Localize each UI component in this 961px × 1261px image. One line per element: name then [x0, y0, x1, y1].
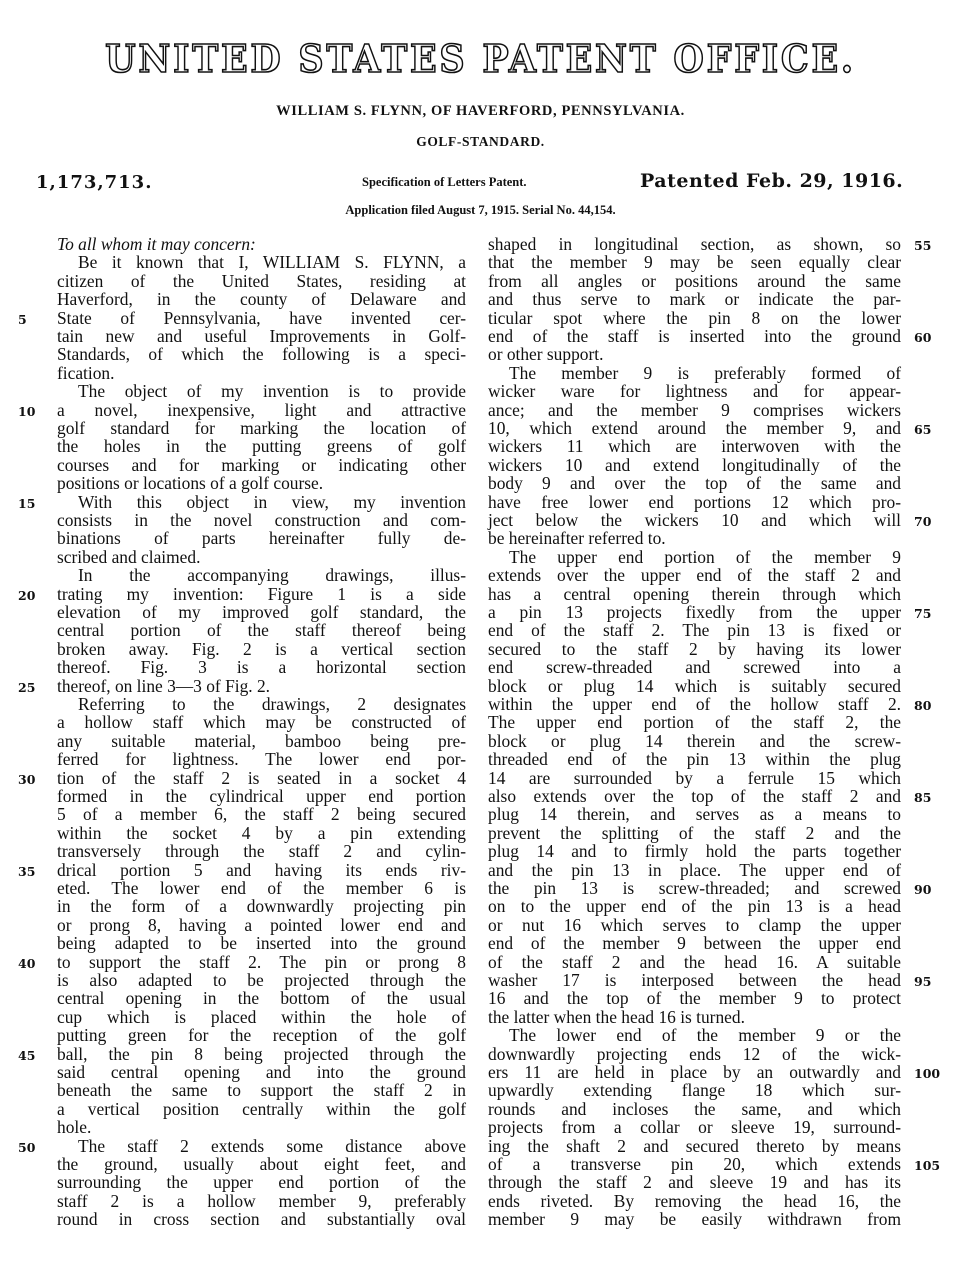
line-number: 70 — [914, 514, 932, 529]
text-line: rounds and incloses the same, and which — [488, 1098, 901, 1119]
line-number: 85 — [914, 790, 932, 805]
text-line: end of the staff 2. The pin 13 is fixed or — [488, 620, 901, 641]
line-number: 65 — [914, 422, 932, 437]
text-line: wickers 11 which are interwoven with the — [488, 436, 901, 457]
text-line: block or plug 14 which is suitably secured — [488, 675, 901, 696]
patented-date: Patented Feb. 29, 1916. — [640, 170, 904, 192]
text-line: formed in the cylindrical upper end portion — [57, 786, 466, 806]
text-line: 16 and the top of the member 9 to protect — [488, 988, 901, 1009]
text-line: secured to the staff 2 by having its lower — [488, 638, 901, 659]
text-line: upwardly extending flange 18 which sur- — [488, 1080, 901, 1101]
text-line: golf standard for marking the location of — [57, 418, 466, 438]
patent-number: 1,173,713. — [36, 172, 153, 193]
text-line: the latter when the head 16 is turned. — [488, 1006, 745, 1027]
text-line: The upper end portion of the member 9 — [509, 546, 901, 567]
text-line: also extends over the top of the staff 2 and — [488, 786, 901, 806]
text-line: or prong 8, having a pointed lower end and — [57, 914, 466, 935]
text-line: member 9 may be easily withdrawn from — [488, 1209, 901, 1230]
text-line: thereof, on line 3—3 of Fig. 2. — [57, 675, 271, 696]
text-line: within the upper end of the hollow staff 2. — [488, 694, 901, 714]
text-line: Referring to the drawings, 2 designates — [78, 694, 466, 714]
text-line: fication. — [57, 362, 115, 383]
line-number: 20 — [18, 587, 36, 603]
text-line: prevent the splitting of the staff 2 and the — [488, 822, 901, 843]
text-line: staff 2 is a hollow member 9, preferably — [57, 1190, 466, 1211]
inventor-line: WILLIAM S. FLYNN, OF HAVERFORD, PENNSYLVANIA. — [276, 103, 685, 119]
text-line: end screw-threaded and screwed into a — [488, 657, 901, 678]
text-line: block or plug 14 therein and the screw- — [488, 730, 901, 751]
text-line: central opening in the bottom of the usual — [57, 988, 466, 1009]
text-line: citizen of the United States, residing at — [57, 270, 466, 291]
text-line: broken away. Fig. 2 is a vertical section — [57, 638, 466, 659]
text-line: the pin 13 is screw-threaded; and screwed — [488, 878, 901, 898]
text-line: said central opening and into the ground — [57, 1062, 466, 1082]
text-line: ball, the pin 8 being projected through the — [57, 1043, 466, 1064]
line-number: 90 — [914, 882, 932, 897]
text-line: ferred for lightness. The lower end por- — [57, 749, 466, 770]
application-line: Application filed August 7, 1915. Serial No. 44,154. — [345, 203, 616, 217]
text-line: is also adapted to be projected through the — [57, 970, 466, 990]
text-line: a vertical position centrally within the golf — [57, 1098, 466, 1119]
specification-label: Specification of Letters Patent. — [362, 175, 527, 189]
text-line: being adapted to be inserted into the ground — [57, 933, 466, 954]
text-line: Be it known that I, WILLIAM S. FLYNN, a — [78, 252, 466, 273]
text-line: drical portion 5 and having its ends riv- — [57, 859, 466, 880]
text-line: wicker ware for lightness and for appear- — [488, 381, 901, 402]
line-number: 30 — [18, 771, 36, 787]
text-line: trating my invention: Figure 1 is a side — [57, 583, 466, 604]
text-line: binations of parts hereinafter fully de- — [57, 528, 466, 549]
line-number: 5 — [18, 311, 27, 327]
line-number: 60 — [914, 330, 932, 345]
text-line: the holes in the putting greens of golf — [57, 436, 466, 457]
text-line: round in cross section and substantially oval — [57, 1209, 466, 1230]
text-line: ends riveted. By removing the head 16, the — [488, 1190, 901, 1211]
text-line: 5 of a member 6, the staff 2 being secured — [57, 804, 466, 825]
line-number: 75 — [914, 606, 932, 621]
text-line: through the staff 2 and sleeve 19 and has its — [488, 1172, 901, 1193]
text-line: shaped in longitudinal section, as shown, so — [488, 234, 901, 254]
text-line: ject below the wickers 10 and which will — [488, 510, 901, 530]
text-line: The lower end of the member 9 or the — [509, 1025, 901, 1046]
text-line: the ground, usually about eight feet, and — [57, 1154, 466, 1174]
text-line: hole. — [57, 1117, 92, 1138]
text-line: tion of the staff 2 is seated in a socket 4 — [57, 767, 466, 788]
line-number: 40 — [18, 955, 36, 971]
text-line: beneath the same to support the staff 2 in — [57, 1080, 466, 1101]
text-line: Haverford, in the county of Delaware and — [57, 289, 466, 310]
text-line: To all whom it may concern: — [57, 234, 256, 254]
text-line: tain new and useful Improvements in Golf- — [57, 326, 466, 346]
text-line: plug 14 and to firmly hold the parts together — [488, 841, 901, 862]
text-line: and thus serve to mark or indicate the par- — [488, 289, 901, 310]
text-line: surrounding the upper end portion of the — [57, 1172, 466, 1193]
text-line: be hereinafter referred to. — [488, 528, 666, 549]
text-line: The member 9 is preferably formed of — [509, 362, 901, 383]
line-number: 105 — [914, 1158, 941, 1173]
text-line: The staff 2 extends some distance above — [78, 1135, 466, 1156]
text-line: have free lower end portions 12 which pro- — [488, 491, 901, 512]
text-line: ticular spot where the pin 8 on the lower — [488, 307, 901, 328]
text-line: State of Pennsylvania, have invented cer- — [57, 307, 466, 328]
line-number: 35 — [18, 863, 36, 879]
text-line: ing the shaft 2 and secured thereto by means — [488, 1135, 901, 1156]
text-line: The object of my invention is to provide — [78, 381, 466, 402]
text-line: projects from a collar or sleeve 19, surround- — [488, 1117, 901, 1138]
text-line: body 9 and over the top of the same and — [488, 473, 901, 494]
text-line: on to the upper end of the pin 13 is a head — [488, 896, 901, 917]
line-number: 55 — [914, 238, 932, 253]
text-line: central portion of the staff thereof being — [57, 620, 466, 641]
line-number: 10 — [18, 403, 36, 419]
line-number: 50 — [18, 1139, 36, 1155]
text-line: that the member 9 may be seen equally clear — [488, 252, 901, 273]
text-line: end of the staff is inserted into the ground — [488, 326, 901, 346]
text-line: and the pin 13 in place. The upper end of — [488, 859, 901, 880]
text-line: a novel, inexpensive, light and attractive — [57, 399, 466, 420]
text-line: 14 are surrounded by a ferrule 15 which — [488, 767, 901, 788]
text-line: of a transverse pin 20, which extends — [488, 1154, 901, 1174]
line-number: 45 — [18, 1047, 36, 1063]
text-line: extends over the upper end of the staff 2 and — [488, 565, 901, 586]
text-line: ers 11 are held in place by an outwardly and — [488, 1062, 901, 1082]
text-line: a hollow staff which may be constructed of — [57, 712, 466, 733]
text-line: cup which is placed within the hole of — [57, 1006, 466, 1027]
text-line: a pin 13 projects fixedly from the upper — [488, 602, 901, 622]
text-line: washer 17 is interposed between the head — [488, 970, 901, 990]
text-line: Standards, of which the following is a speci- — [57, 344, 466, 365]
text-line: elevation of my improved golf standard, the — [57, 602, 466, 622]
text-line: or other support. — [488, 344, 604, 365]
text-line: of the staff 2 and the head 16. A suitable — [488, 951, 901, 972]
text-line: within the socket 4 by a pin extending — [57, 822, 466, 843]
text-line: thereof. Fig. 3 is a horizontal section — [57, 657, 466, 678]
text-line: has a central opening therein through which — [488, 583, 901, 604]
line-number: 95 — [914, 974, 932, 989]
text-line: In the accompanying drawings, illus- — [78, 565, 466, 586]
office-heading: UNITED STATES PATENT OFFICE. — [105, 36, 856, 81]
text-line: any suitable material, bamboo being pre- — [57, 730, 466, 751]
text-line: or nut 16 which serves to clamp the upper — [488, 914, 901, 935]
text-line: consists in the novel construction and com- — [57, 510, 466, 530]
text-line: transversely through the staff 2 and cylin- — [57, 841, 466, 862]
invention-title: GOLF-STANDARD. — [416, 134, 545, 149]
text-line: scribed and claimed. — [57, 546, 201, 567]
text-line: positions or locations of a golf course. — [57, 473, 324, 494]
text-line: from all angles or positions around the same — [488, 270, 901, 291]
text-line: 10, which extend around the member 9, and — [488, 418, 901, 438]
text-line: end of the member 9 between the upper end — [488, 933, 901, 954]
text-line: threaded end of the pin 13 within the plug — [488, 749, 901, 770]
line-number: 25 — [18, 679, 36, 695]
text-line: in the form of a downwardly projecting pin — [57, 896, 466, 917]
text-line: The upper end portion of the staff 2, the — [488, 712, 901, 733]
text-line: plug 14 therein, and serves as a means to — [488, 804, 901, 825]
text-line: ance; and the member 9 comprises wickers — [488, 399, 901, 420]
line-number: 15 — [18, 495, 36, 511]
text-line: With this object in view, my invention — [78, 491, 466, 512]
line-number: 100 — [914, 1066, 941, 1081]
text-line: to support the staff 2. The pin or prong 8 — [57, 951, 466, 972]
text-line: putting green for the reception of the golf — [57, 1025, 466, 1046]
text-line: eted. The lower end of the member 6 is — [57, 878, 466, 898]
text-line: downwardly projecting ends 12 of the wick- — [488, 1043, 901, 1064]
text-line: wickers 10 and extend longitudinally of the — [488, 454, 901, 475]
text-line: courses and for marking or indicating other — [57, 454, 466, 475]
line-number: 80 — [914, 698, 932, 713]
